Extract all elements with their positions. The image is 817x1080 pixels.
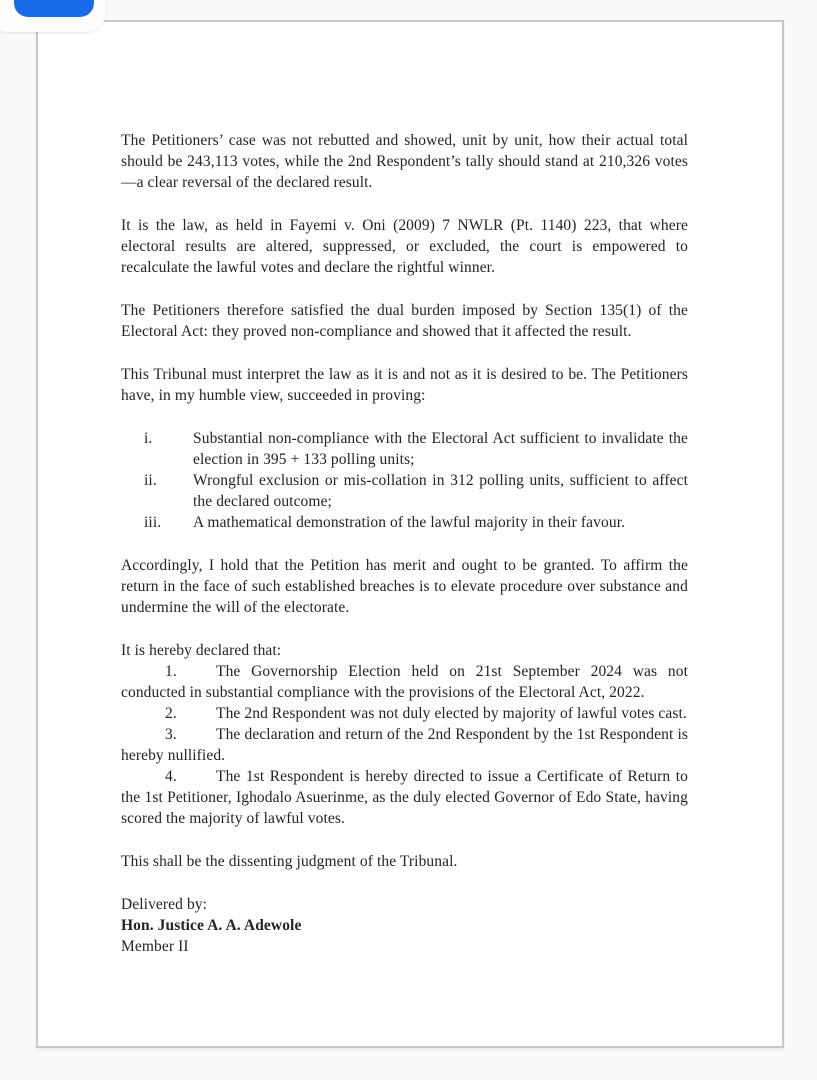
document-body — [121, 130, 688, 957]
declaration-item-4 — [121, 766, 688, 829]
declaration-text: The Governorship Election held on 21st September 2024 was not conducted in substantial compliance with the provisions of the Electoral Act, 2022. — [121, 663, 688, 701]
paragraph-dual-burden: The Petitioners therefore satisfied the dual burden imposed by Section 135(1) of the Electoral Act: they proved non-compliance and showed that it affected the result. — [121, 302, 688, 340]
declaration-item-3 — [121, 724, 688, 766]
declarations-list — [121, 640, 688, 829]
declaration-text: The declaration and return of the 2nd Respondent by the 1st Respondent is hereby nullified. — [121, 726, 688, 764]
justice-name: Hon. Justice A. A. Adewole — [121, 917, 302, 934]
finding-item-3 — [121, 512, 688, 533]
declaration-text: The 1st Respondent is hereby directed to issue a Certificate of Return to the 1st Petitioner, Ighodalo Asuerinme, as the duly elected Governor of Edo State, having scored the majority of lawful votes. — [121, 768, 688, 827]
blue-bubble-button[interactable] — [14, 0, 94, 17]
finding-text: Substantial non-compliance with the Electoral Act sufficient to invalidate the election in 395 + 133 polling units; — [193, 430, 688, 468]
paragraph-tribunal-view: This Tribunal must interpret the law as it is and not as it is desired to be. The Petitioners have, in my humble view, succeeded in proving: — [121, 366, 688, 404]
finding-text: A mathematical demonstration of the lawful majority in their favour. — [193, 514, 626, 531]
declaration-number: 1. — [165, 663, 177, 680]
declaration-text: The 2nd Respondent was not duly elected by majority of lawful votes cast. — [216, 705, 687, 722]
delivered-by-label: Delivered by: — [121, 896, 208, 913]
declaration-intro: It is hereby declared that: — [121, 642, 282, 659]
finding-marker: ii. — [144, 472, 157, 489]
document-page — [36, 20, 784, 1048]
declaration-item-1 — [121, 661, 688, 703]
finding-item-1 — [121, 428, 688, 470]
signature-block — [121, 894, 688, 957]
declaration-number: 4. — [165, 768, 177, 785]
finding-marker: iii. — [144, 514, 162, 531]
paragraph-accordingly: Accordingly, I hold that the Petition has merit and ought to be granted. To affirm the return in the face of such established breaches is to elevate procedure over substance and undermine the will of the electorate. — [121, 557, 688, 616]
findings-list — [121, 428, 688, 533]
paragraph-dissent-statement: This shall be the dissenting judgment of the Tribunal. — [121, 853, 458, 870]
declaration-number: 2. — [165, 705, 177, 722]
declaration-number: 3. — [165, 726, 177, 743]
finding-item-2 — [121, 470, 688, 512]
member-title: Member II — [121, 938, 189, 955]
finding-marker: i. — [144, 430, 153, 447]
paragraph-law-citation: It is the law, as held in Fayemi v. Oni (2009) 7 NWLR (Pt. 1140) 223, that where electoral results are altered, suppressed, or excluded, the court is empowered to recalculate the lawful votes and declare the rightful winner. — [121, 217, 688, 276]
declaration-item-2 — [121, 703, 688, 724]
finding-text: Wrongful exclusion or mis-collation in 312 polling units, sufficient to affect the declared outcome; — [193, 472, 688, 510]
paragraph-rebuttal: The Petitioners’ case was not rebutted and showed, unit by unit, how their actual total should be 243,113 votes, while the 2nd Respondent’s tally should stand at 210,326 votes—a clear reversal of the declared result. — [121, 132, 688, 191]
